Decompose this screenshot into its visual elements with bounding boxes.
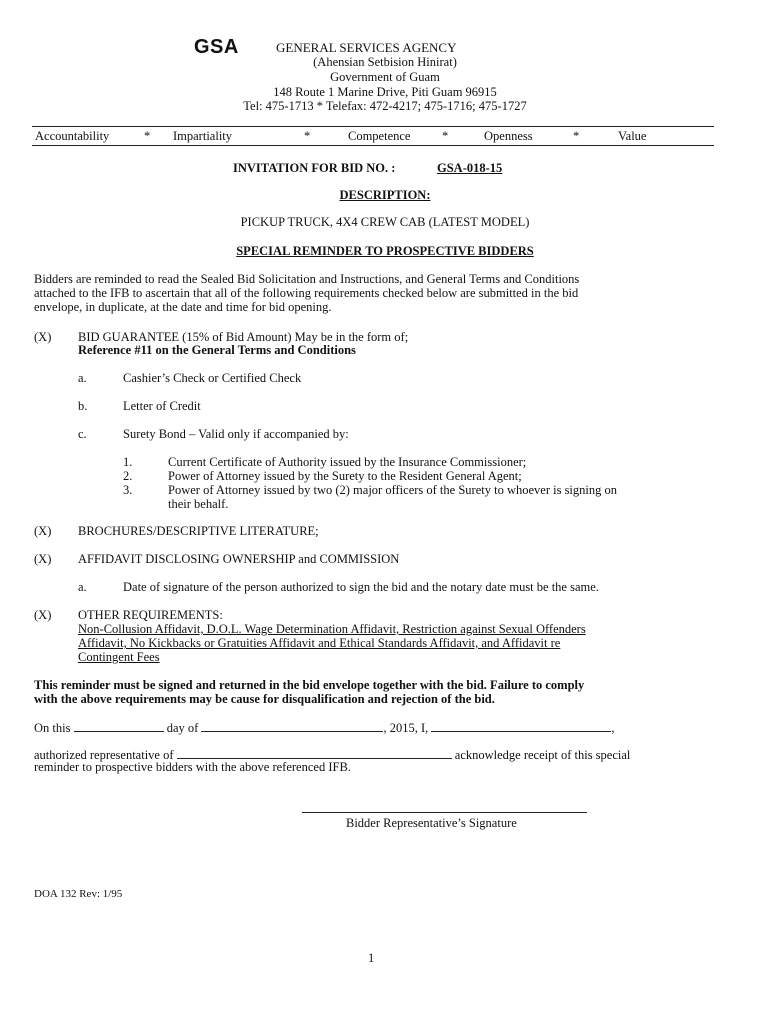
value-openness: Openness (484, 129, 533, 143)
surety-number: 1. (123, 455, 133, 469)
ifb-number: GSA-018-15 (437, 161, 503, 175)
option-surety-bond: Surety Bond – Valid only if accompanied by: (123, 427, 349, 441)
surety-requirement: Power of Attorney issued by the Surety to the Resident General Agent; (168, 469, 522, 483)
year-label: , 2015, I, (383, 721, 429, 735)
values-bar-bottom-rule (32, 145, 714, 146)
on-this-label: On this (34, 721, 71, 735)
other-requirements-line: Affidavit, No Kickbacks or Gratuities Affidavit and Ethical Standards Affidavit, and Affidavit re (78, 636, 561, 650)
values-bar-top-rule (32, 126, 714, 127)
description-text: PICKUP TRUCK, 4X4 CREW CAB (LATEST MODEL) (240, 215, 530, 229)
bid-guarantee-reference: Reference #11 on the General Terms and Conditions (78, 343, 356, 357)
affidavit-title: AFFIDAVIT DISCLOSING OWNERSHIP and COMMISSION (78, 552, 400, 566)
acknowledge-line-1 (34, 719, 614, 736)
surety-requirement-cont: their behalf. (168, 497, 229, 511)
agency-native-name: (Ahensian Setbision Hinirat) (313, 55, 457, 69)
warning-line: This reminder must be signed and returned in the bid envelope together with the bid. Failure to comply (34, 678, 585, 692)
description-heading: DESCRIPTION: (339, 188, 431, 202)
agency-name: GENERAL SERVICES AGENCY (276, 40, 457, 55)
day-field[interactable] (74, 719, 164, 732)
reminder-heading: SPECIAL REMINDER TO PROSPECTIVE BIDDERS (236, 244, 534, 258)
surety-number: 2. (123, 469, 133, 483)
other-requirements-title: OTHER REQUIREMENTS: (78, 608, 223, 622)
value-separator: * (304, 129, 311, 143)
ifb-label: INVITATION FOR BID NO. : (233, 161, 396, 175)
warning-line: with the above requirements may be cause for disqualification and rejection of the bid. (34, 692, 495, 706)
intro-line: attached to the IFB to ascertain that all of the following requirements checked below are submitted in the bid (34, 286, 579, 300)
option-letter: a. (78, 580, 87, 594)
surety-requirement: Power of Attorney issued by two (2) major officers of the Surety to whoever is signing on (168, 483, 617, 497)
agency-phones: Tel: 475-1713 * Telefax: 472-4217; 475-1716; 475-1727 (243, 99, 527, 113)
signature-line[interactable] (302, 812, 587, 813)
value-separator: * (144, 129, 151, 143)
page-number: 1 (368, 951, 375, 965)
intro-line: envelope, in duplicate, at the date and time for bid opening. (34, 300, 332, 314)
option-cashiers-check: Cashier’s Check or Certified Check (123, 371, 302, 385)
day-of-label: day of (166, 721, 199, 735)
form-code: DOA 132 Rev: 1/95 (34, 888, 123, 900)
checkbox-mark: (X) (34, 524, 52, 538)
agency-address: 148 Route 1 Marine Drive, Piti Guam 96915 (273, 85, 497, 99)
value-accountability: Accountability (35, 129, 110, 143)
surety-number: 3. (123, 483, 133, 497)
checkbox-mark: (X) (34, 330, 52, 344)
option-letter: b. (78, 399, 88, 413)
other-requirements-line: Contingent Fees (78, 650, 160, 664)
value-impartiality: Impartiality (173, 129, 233, 143)
name-field[interactable] (431, 719, 611, 732)
checkbox-mark: (X) (34, 552, 52, 566)
brochures-title: BROCHURES/DESCRIPTIVE LITERATURE; (78, 524, 319, 538)
value-competence: Competence (348, 129, 411, 143)
option-letter: c. (78, 427, 87, 441)
value-value: Value (618, 129, 647, 143)
checkbox-mark: (X) (34, 608, 52, 622)
value-separator: * (442, 129, 449, 143)
acknowledge-line-3: reminder to prospective bidders with the above referenced IFB. (34, 760, 351, 774)
signature-label: Bidder Representative’s Signature (346, 816, 517, 830)
intro-line: Bidders are reminded to read the Sealed Bid Solicitation and Instructions, and General Terms and Conditions (34, 272, 580, 286)
authorized-label: authorized representative of (34, 748, 174, 762)
comma: , (611, 721, 615, 735)
bid-guarantee-title: BID GUARANTEE (15% of Bid Amount) May be in the form of; (78, 330, 409, 344)
surety-requirement: Current Certificate of Authority issued by the Insurance Commissioner; (168, 455, 527, 469)
value-separator: * (573, 129, 580, 143)
gsa-logo: GSA (194, 36, 239, 58)
receipt-label: acknowledge receipt of this special (454, 748, 631, 762)
other-requirements-line: Non-Collusion Affidavit, D.O.L. Wage Determination Affidavit, Restriction against Sexual Offenders (78, 622, 586, 636)
government-name: Government of Guam (330, 70, 440, 84)
month-field[interactable] (201, 719, 383, 732)
option-letter-of-credit: Letter of Credit (123, 399, 201, 413)
affidavit-note: Date of signature of the person authorized to sign the bid and the notary date must be the same. (123, 580, 599, 594)
company-field[interactable] (177, 746, 452, 759)
option-letter: a. (78, 371, 87, 385)
